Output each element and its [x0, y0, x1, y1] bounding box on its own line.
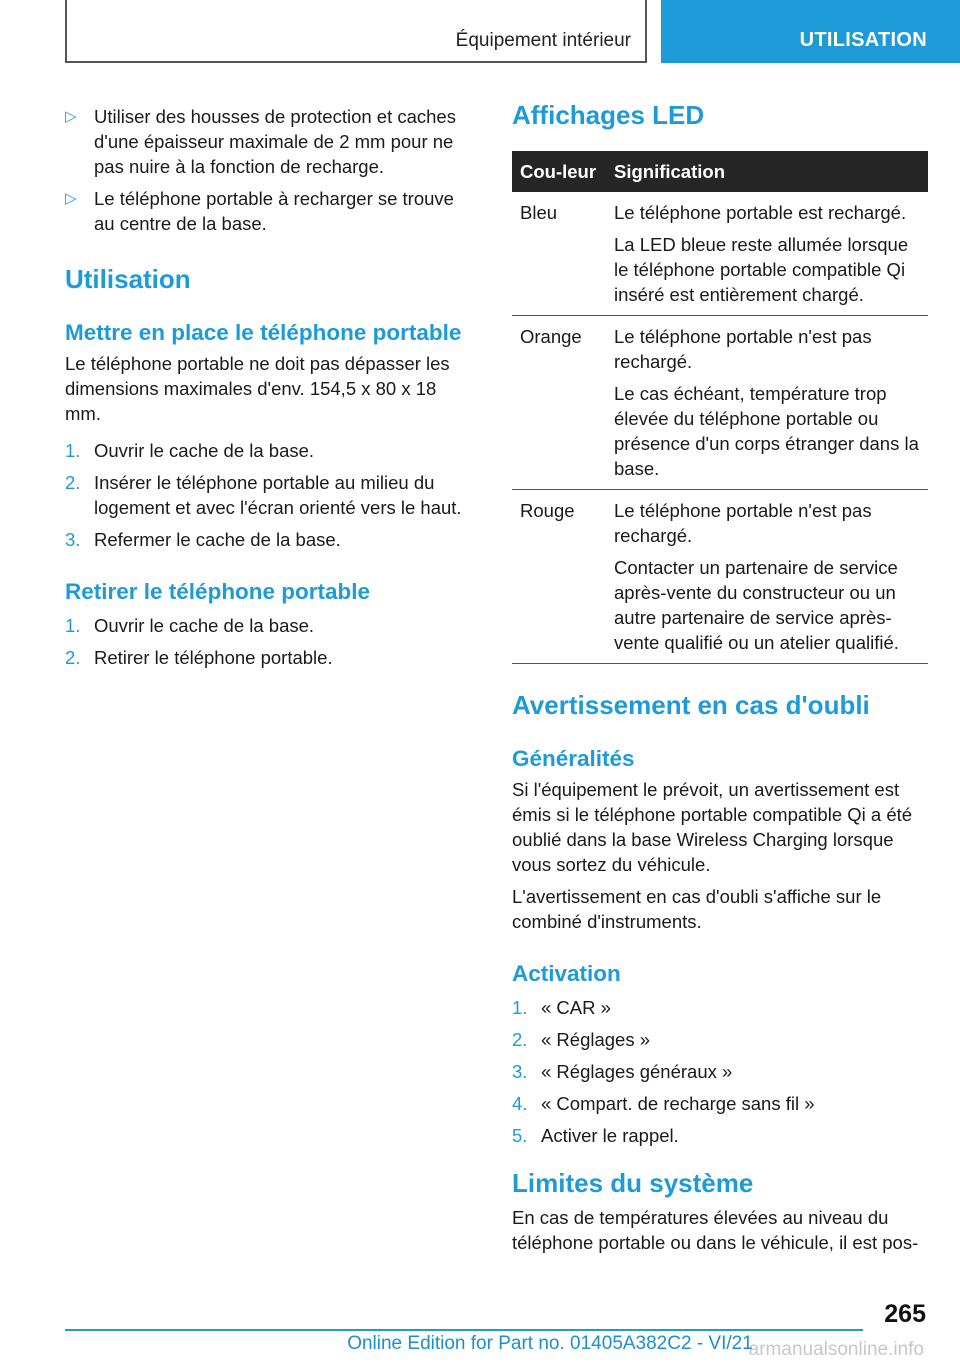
- step-text: Activer le rappel.: [541, 1125, 679, 1146]
- bullet-item: [65, 186, 470, 236]
- list-item: [65, 645, 470, 670]
- limites-paragraph: En cas de températures élevées au niveau du téléphone portable ou dans le véhicule, il est pos-: [512, 1207, 919, 1253]
- watermark: armanualsonline.info: [748, 1339, 924, 1360]
- list-item: [512, 1059, 928, 1084]
- step-text: « Réglages »: [541, 1029, 651, 1050]
- step-number: 1.: [65, 440, 81, 461]
- list-item: [65, 438, 470, 463]
- table-row: [512, 316, 928, 490]
- header-box: [65, 0, 647, 63]
- step-number: 2.: [65, 647, 81, 668]
- step-text: Ouvrir le cache de la base.: [94, 440, 315, 461]
- heading-mettre-en-place: Mettre en place le téléphone portable: [65, 320, 462, 345]
- step-text: Insérer le téléphone portable au milieu du logement et avec l'écran orienté vers le haut.: [94, 472, 462, 518]
- heading-utilisation: Utilisation: [65, 264, 191, 294]
- step-number: 1.: [512, 997, 528, 1018]
- step-text: Retirer le téléphone portable.: [94, 647, 333, 668]
- step-text: « Réglages généraux »: [541, 1061, 733, 1082]
- step-number: 2.: [512, 1029, 528, 1050]
- list-item: [65, 470, 470, 520]
- cell-meaning: [606, 192, 928, 316]
- list-item: [512, 995, 928, 1020]
- bullet-text: Le téléphone portable à recharger se trouve au centre de la base.: [94, 188, 454, 234]
- table-header-couleur: Cou-leur: [512, 151, 606, 192]
- step-number: 4.: [512, 1093, 528, 1114]
- list-item: [512, 1123, 928, 1148]
- list-item: [65, 527, 470, 552]
- heading-activation: Activation: [512, 961, 621, 986]
- heading-affichages-led: Affichages LED: [512, 100, 705, 130]
- meaning-line: Le téléphone portable n'est pas rechargé.: [614, 500, 872, 546]
- step-number: 2.: [65, 472, 81, 493]
- mettre-paragraph: Le téléphone portable ne doit pas dépasser les dimensions maximales d'env. 154,5 x 80 x 18 mm.: [65, 353, 450, 424]
- bullet-item: [65, 104, 470, 179]
- right-column: [512, 100, 928, 1255]
- step-number: 3.: [65, 529, 81, 550]
- footer-divider: [65, 1329, 863, 1331]
- step-text: « CAR »: [541, 997, 611, 1018]
- meaning-detail: Le cas échéant, température trop élevée du téléphone portable ou présence d'un corps étranger dans la base.: [614, 383, 919, 479]
- meaning-detail: Contacter un partenaire de service après-vente du constructeur ou un autre partenaire de service après-vente qualifié ou un atelier qualifié.: [614, 557, 899, 653]
- page-number: 265: [884, 1300, 926, 1328]
- step-number: 1.: [65, 615, 81, 636]
- left-column: [65, 100, 470, 677]
- triangle-bullet-icon: ▷: [65, 190, 77, 207]
- generalites-paragraph-2: L'avertissement en cas d'oubli s'affiche sur le combiné d'instruments.: [512, 886, 882, 932]
- cell-color: Orange: [512, 316, 606, 490]
- cell-color: Bleu: [512, 192, 606, 316]
- meaning-line: Le téléphone portable est rechargé.: [614, 202, 907, 223]
- cell-meaning: [606, 316, 928, 490]
- table-row: [512, 192, 928, 316]
- footer-edition: Online Edition for Part no. 01405A382C2 - VI/21: [347, 1333, 753, 1354]
- heading-avertissement: Avertissement en cas d'oubli: [512, 690, 870, 720]
- cell-meaning: [606, 490, 928, 664]
- bullet-text: Utiliser des housses de protection et caches d'une épaisseur maximale de 2 mm pour ne pas nuire à la fonction de recharge.: [94, 106, 456, 177]
- step-text: « Compart. de recharge sans fil »: [541, 1093, 815, 1114]
- header-section-title: Équipement intérieur: [455, 30, 631, 51]
- list-item: [512, 1091, 928, 1116]
- cell-color: Rouge: [512, 490, 606, 664]
- list-item: [512, 1027, 928, 1052]
- triangle-bullet-icon: ▷: [65, 108, 77, 125]
- generalites-paragraph-1: Si l'équipement le prévoit, un avertissement est émis si le téléphone portable compatible Qi a été oublié dans la base Wireless Charging lorsque vous sortez du véhicule.: [512, 779, 913, 875]
- table-header-signification: Signification: [606, 151, 928, 192]
- step-text: Refermer le cache de la base.: [94, 529, 341, 550]
- heading-generalites: Généralités: [512, 746, 635, 771]
- led-table: [512, 151, 928, 664]
- header-tab-label: UTILISATION: [799, 29, 927, 51]
- meaning-line: Le téléphone portable n'est pas rechargé.: [614, 326, 872, 372]
- step-number: 5.: [512, 1125, 528, 1146]
- step-text: Ouvrir le cache de la base.: [94, 615, 315, 636]
- heading-limites: Limites du système: [512, 1168, 754, 1198]
- list-item: [65, 613, 470, 638]
- meaning-detail: La LED bleue reste allumée lorsque le téléphone portable compatible Qi inséré est entièrement chargé.: [614, 234, 909, 305]
- step-number: 3.: [512, 1061, 528, 1082]
- table-row: [512, 490, 928, 664]
- header-tab-utilisation[interactable]: [661, 0, 960, 63]
- heading-retirer: Retirer le téléphone portable: [65, 579, 371, 604]
